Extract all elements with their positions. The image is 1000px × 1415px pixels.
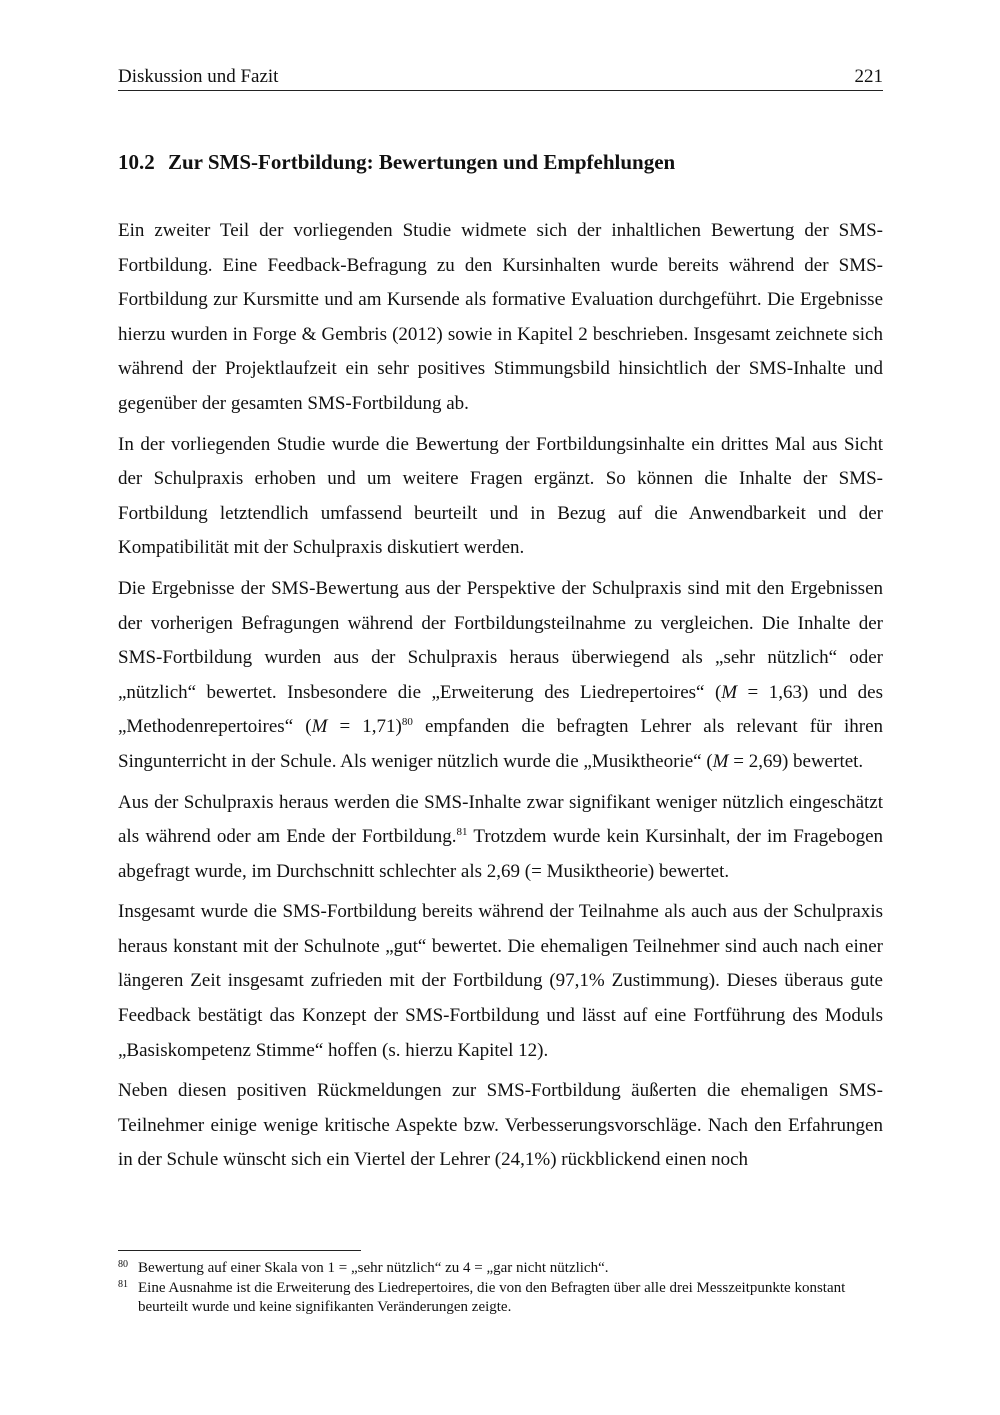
paragraph-4-text-b: Trotzdem wurde kein Kursinhalt, der im Fragebogen abgefragt wurde, im Durchschnitt schlechter als 2,69 (= Musiktheorie) bewertet. bbox=[118, 826, 883, 882]
footnote-mark: 80 bbox=[118, 1259, 128, 1270]
page-number: 221 bbox=[854, 66, 883, 87]
mean-symbol: M bbox=[311, 716, 328, 738]
section-heading bbox=[118, 150, 883, 175]
body-text bbox=[118, 214, 883, 1184]
footnote-mark: 81 bbox=[118, 1279, 128, 1290]
paragraph-3-text-e: = 2,69) bewertet. bbox=[728, 750, 864, 772]
paragraph-3-text-c: = 1,71) bbox=[327, 716, 402, 738]
mean-symbol: M bbox=[712, 750, 729, 772]
footnotes bbox=[118, 1259, 883, 1318]
running-header-title: Diskussion und Fazit bbox=[118, 66, 279, 87]
section-number: 10.2 bbox=[118, 150, 155, 174]
footnote-ref-80[interactable]: 80 bbox=[401, 716, 413, 729]
section-title: Zur SMS-Fortbildung: Bewertungen und Empfehlungen bbox=[168, 150, 676, 174]
paragraph-3 bbox=[118, 572, 883, 780]
footnote-text: Bewertung auf einer Skala von 1 = „sehr nützlich“ zu 4 = „gar nicht nützlich“. bbox=[138, 1260, 609, 1276]
paragraph-4 bbox=[118, 786, 883, 890]
footnote-text: Eine Ausnahme ist die Erweiterung des Liedrepertoires, die von den Befragten über alle drei Messzeitpunkte konstant beurteilt wurde und keine signifikanten Veränderungen zeigte. bbox=[138, 1280, 846, 1315]
paragraph-3-text-d: empfanden die befragten Lehrer als relevant für ihren Singunterricht in der Schule. Als weniger nützlich wurde die „Musiktheorie“ ( bbox=[118, 716, 884, 772]
paragraph-3-text-a: Die Ergebnisse der SMS-Bewertung aus der Perspektive der Schulpraxis sind mit den Ergebnissen der vorherigen Befragungen während der Fortbildungsteilnahme zu vergleichen. Die Inhalte der SMS-Fortbildung wurden aus der Schulpraxis heraus überwiegend als „sehr nützlich“ oder „nützlich“ bewertet. Insbesondere die „Erweiterung des Liedrepertoires“ ( bbox=[118, 577, 883, 703]
paragraph-5: Insgesamt wurde die SMS-Fortbildung bereits während der Teilnahme als auch aus der Schulpraxis heraus konstant mit der Schulnote „gut“ bewertet. Die ehemaligen Teilnehmer sind auch nach einer längeren Zeit insgesamt zufrieden mit der Fortbildung (97,1% Zustimmung). Dieses überaus gute Feedback bestätigt das Konzept der SMS-Fortbildung und lässt auf eine Fortführung des Moduls „Basiskompetenz Stimme“ hoffen (s. hierzu Kapitel 12). bbox=[118, 901, 883, 1061]
running-header bbox=[118, 64, 883, 91]
paragraph-6: Neben diesen positiven Rückmeldungen zur SMS-Fortbildung äußerten die ehemaligen SMS-Teilnehmer einige wenige kritische Aspekte bzw. Verbesserungsvorschläge. Nach den Erfahrungen in der Schule wünscht sich ein Viertel der Lehrer (24,1%) rückblickend einen noch bbox=[118, 1080, 883, 1171]
footnote-divider bbox=[118, 1250, 361, 1251]
paragraph-2: In der vorliegenden Studie wurde die Bewertung der Fortbildungsinhalte ein drittes Mal aus Sicht der Schulpraxis erhoben und um weitere Fragen ergänzt. So können die Inhalte der SMS-Fortbildung letztendlich umfassend beurteilt und in Bezug auf die Anwendbarkeit und der Kompatibilität mit der Schulpraxis diskutiert werden. bbox=[118, 433, 883, 559]
paragraph-3-text-b: = 1,63) und des „Methodenrepertoires“ ( bbox=[118, 681, 884, 738]
paragraph-4-text-a: Aus der Schulpraxis heraus werden die SMS-Inhalte zwar signifikant weniger nützlich eingeschätzt als während oder am Ende der Fortbildung. bbox=[118, 791, 883, 848]
footnote-81 bbox=[118, 1279, 883, 1317]
footnote-ref-81[interactable]: 81 bbox=[456, 826, 468, 839]
paragraph-1: Ein zweiter Teil der vorliegenden Studie widmete sich der inhaltlichen Bewertung der SMS-Fortbildung. Eine Feedback-Befragung zu den Kursinhalten wurde bereits während der SMS-Fortbildung zur Kursmitte und am Kursende als formative Evaluation durchgeführt. Die Ergebnisse hierzu wurden in Forge & Gembris (2012) sowie in Kapitel 2 beschrieben. Insgesamt zeichnete sich während der Projektlaufzeit ein sehr positives Stimmungsbild hinsichtlich der SMS-Inhalte und gegenüber der gesamten SMS-Fortbildung ab. bbox=[118, 220, 883, 414]
mean-symbol: M bbox=[721, 681, 738, 703]
footnote-80 bbox=[118, 1259, 883, 1278]
